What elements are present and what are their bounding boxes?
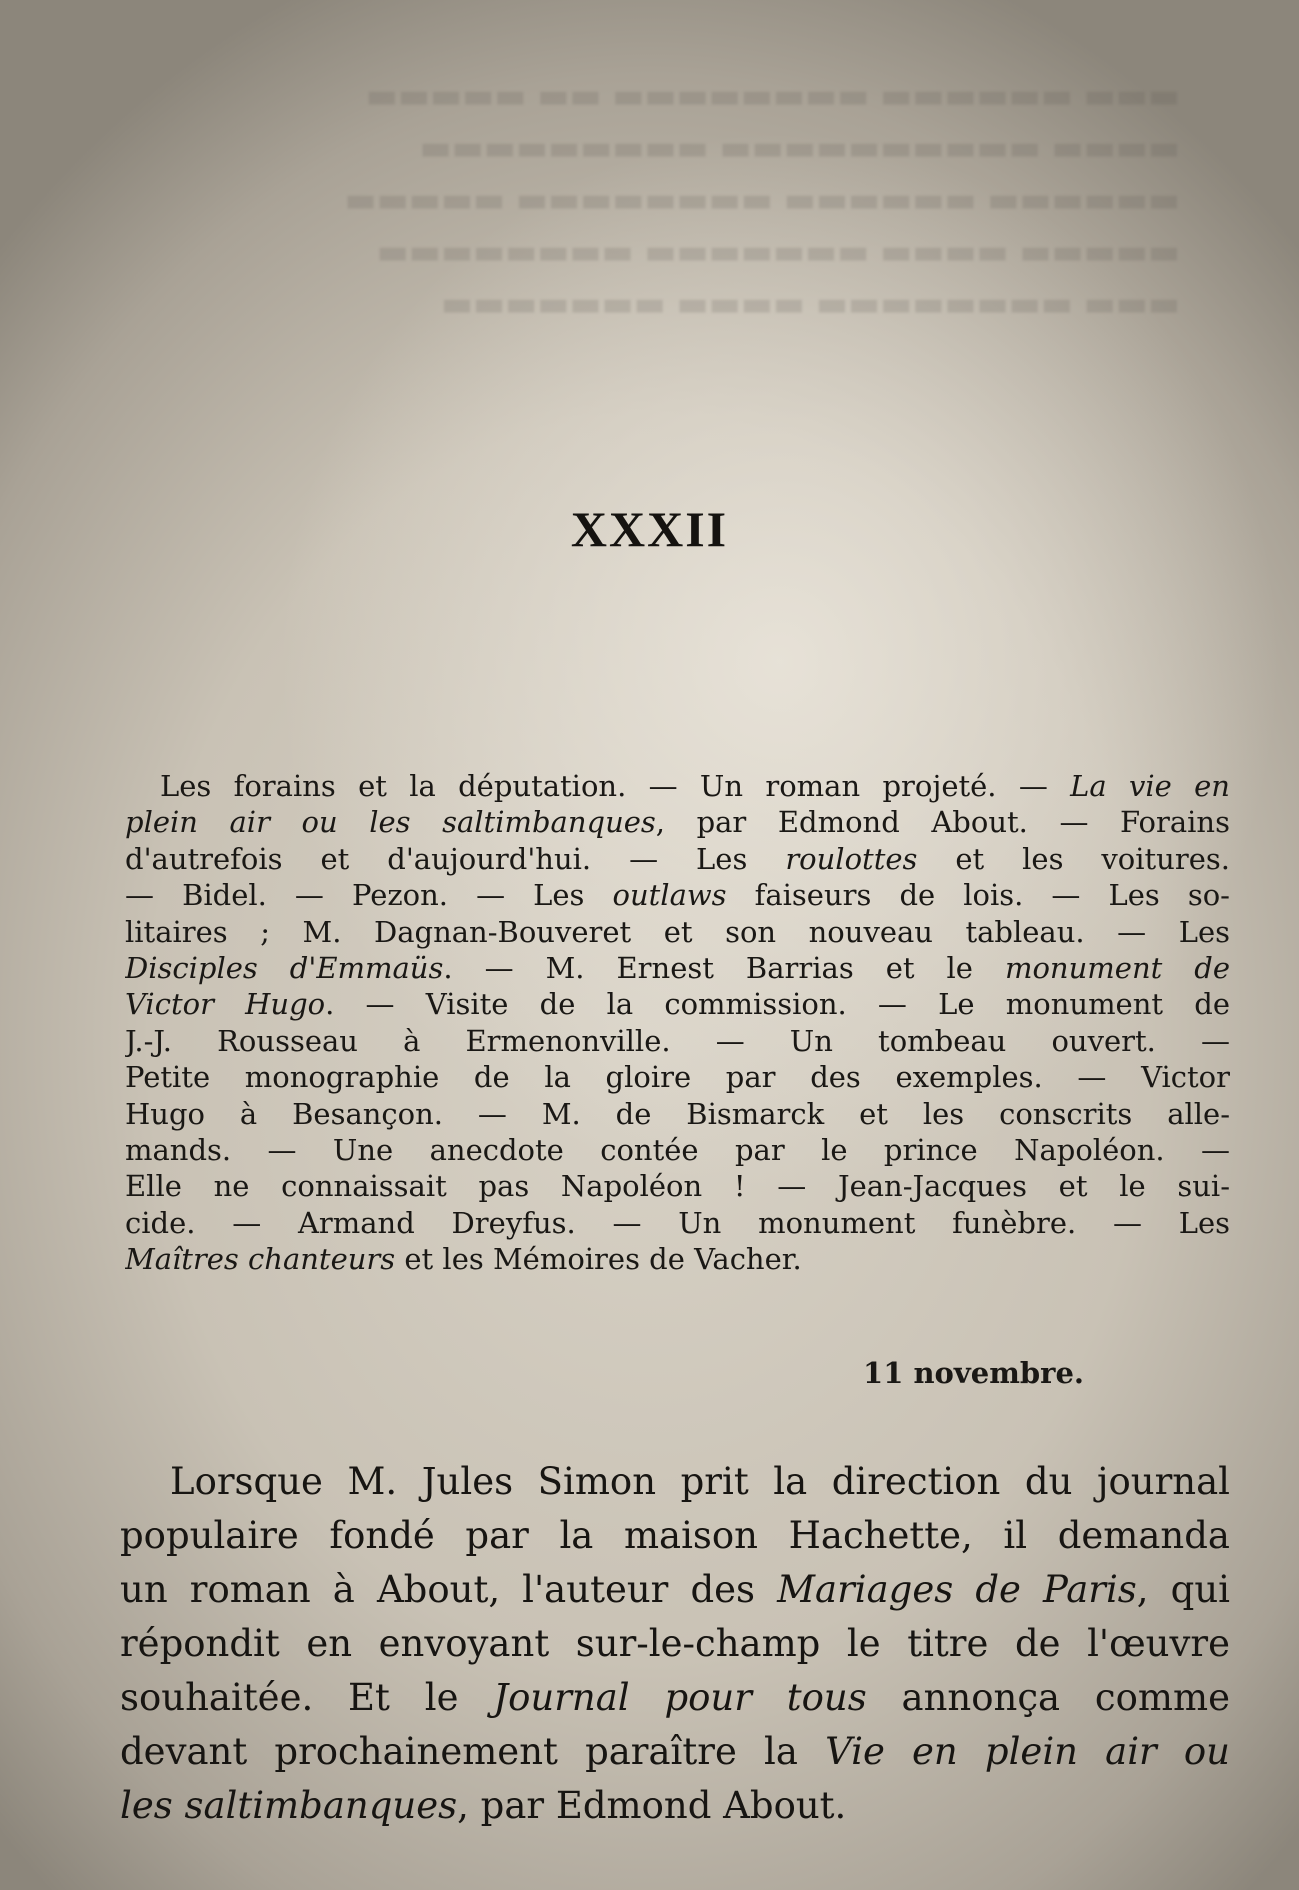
summary-text: , par Edmond About. — Forains (655, 805, 1230, 840)
body-italic-text: Mariages de Paris (777, 1568, 1137, 1611)
body-text: répondit en envoyant sur-le-champ le titre de l'œuvre (120, 1622, 1230, 1665)
summary-text: d'autrefois et d'aujourd'hui. — Les (125, 841, 786, 876)
summary-line (125, 1059, 1230, 1095)
body-italic-text: les saltimbanques (120, 1784, 458, 1827)
summary-line (125, 1132, 1230, 1168)
body-line (120, 1617, 1230, 1671)
summary-line (125, 841, 1230, 877)
body-text: un roman à About, l'auteur des (120, 1568, 778, 1611)
body-text: populaire fondé par la maison Hachette, il demanda (120, 1514, 1230, 1557)
show-through-text: ▬▬▬ ▬▬▬▬▬▬ ▬▬▬▬▬▬▬▬ ▬▬ ▬▬▬▬▬ ▬▬▬▬ ▬▬▬▬▬▬▬▬▬▬ ▬▬▬▬▬▬▬▬▬ ▬▬▬▬▬▬ ▬▬▬▬▬▬ ▬▬▬▬▬▬▬▬ ▬▬▬▬▬ ▬▬▬▬▬ ▬▬▬▬ ▬▬▬▬▬▬▬ ▬▬▬▬▬▬▬▬ ▬▬▬ ▬▬▬▬▬▬▬▬ ▬▬▬▬ ▬▬▬▬▬▬▬ (344, 76, 1180, 324)
chapter-number: XXXII (570, 501, 729, 557)
body-line (120, 1671, 1230, 1725)
summary-text: litaires ; M. Dagnan-Bouveret et son nouveau tableau. — Les (125, 914, 1230, 949)
summary-text: J.-J. Rousseau à Ermenonville. — Un tombeau ouvert. — (125, 1023, 1230, 1058)
summary-italic-text: plein air ou les saltimbanques (125, 805, 656, 840)
body-line (120, 1455, 1230, 1509)
body-italic-text: Vie en plein air ou (825, 1730, 1230, 1773)
body-line (120, 1563, 1230, 1617)
summary-line (125, 950, 1230, 986)
summary-text: Elle ne connaissait pas Napoléon ! — Jean-Jacques et le sui- (125, 1169, 1230, 1204)
summary-italic-text: Disciples d'Emmaüs (125, 951, 444, 986)
summary-text: Hugo à Besançon. — M. de Bismarck et les conscrits alle- (125, 1096, 1230, 1131)
summary-text: cide. — Armand Dreyfus. — Un monument funèbre. — Les (125, 1205, 1230, 1240)
summary-text: et les voitures. (917, 841, 1230, 876)
body-text: , par Edmond About. (457, 1784, 847, 1827)
summary-line (125, 877, 1230, 913)
body-text: devant prochainement paraître la (120, 1730, 826, 1773)
summary-line (125, 1096, 1230, 1132)
summary-text: Petite monographie de la gloire par des exemples. — Victor (125, 1060, 1230, 1095)
body-text: souhaitée. Et le (120, 1676, 494, 1719)
summary-text: — Bidel. — Pezon. — Les (125, 878, 613, 913)
body-line (120, 1779, 1230, 1833)
summary-italic-text: outlaws (612, 878, 727, 913)
summary-italic-text: Victor Hugo (125, 987, 326, 1022)
summary-line (125, 1241, 1230, 1277)
body-text: Lorsque M. Jules Simon prit la direction du journal (170, 1460, 1230, 1503)
summary-line (125, 1023, 1230, 1059)
summary-line (125, 768, 1230, 804)
body-italic-text: Journal pour tous (493, 1676, 867, 1719)
summary-italic-text: Maîtres chanteurs (125, 1242, 396, 1277)
entry-date: 11 novembre. (863, 1356, 1084, 1390)
chapter-summary (125, 768, 1230, 1278)
body-text: annonça comme (866, 1676, 1230, 1719)
summary-text: . — Visite de la commission. — Le monument de (325, 987, 1230, 1022)
summary-line (125, 1205, 1230, 1241)
summary-line (125, 1168, 1230, 1204)
body-text: , qui (1136, 1568, 1230, 1611)
summary-text: . — M. Ernest Barrias et le (443, 951, 1005, 986)
summary-text: et les Mémoires de Vacher. (395, 1242, 802, 1277)
summary-text: mands. — Une anecdote contée par le prince Napoléon. — (125, 1133, 1230, 1168)
summary-line (125, 804, 1230, 840)
summary-italic-text: monument de (1004, 951, 1230, 986)
summary-italic-text: roulottes (785, 841, 918, 876)
summary-text: Les forains et la députation. — Un roman projeté. — (160, 769, 1071, 803)
body-line (120, 1725, 1230, 1779)
body-paragraph (120, 1455, 1230, 1833)
summary-text: faiseurs de lois. — Les so- (726, 878, 1230, 913)
summary-line (125, 986, 1230, 1022)
body-line (120, 1509, 1230, 1563)
summary-line (125, 914, 1230, 950)
summary-italic-text: La vie en (1070, 769, 1230, 803)
